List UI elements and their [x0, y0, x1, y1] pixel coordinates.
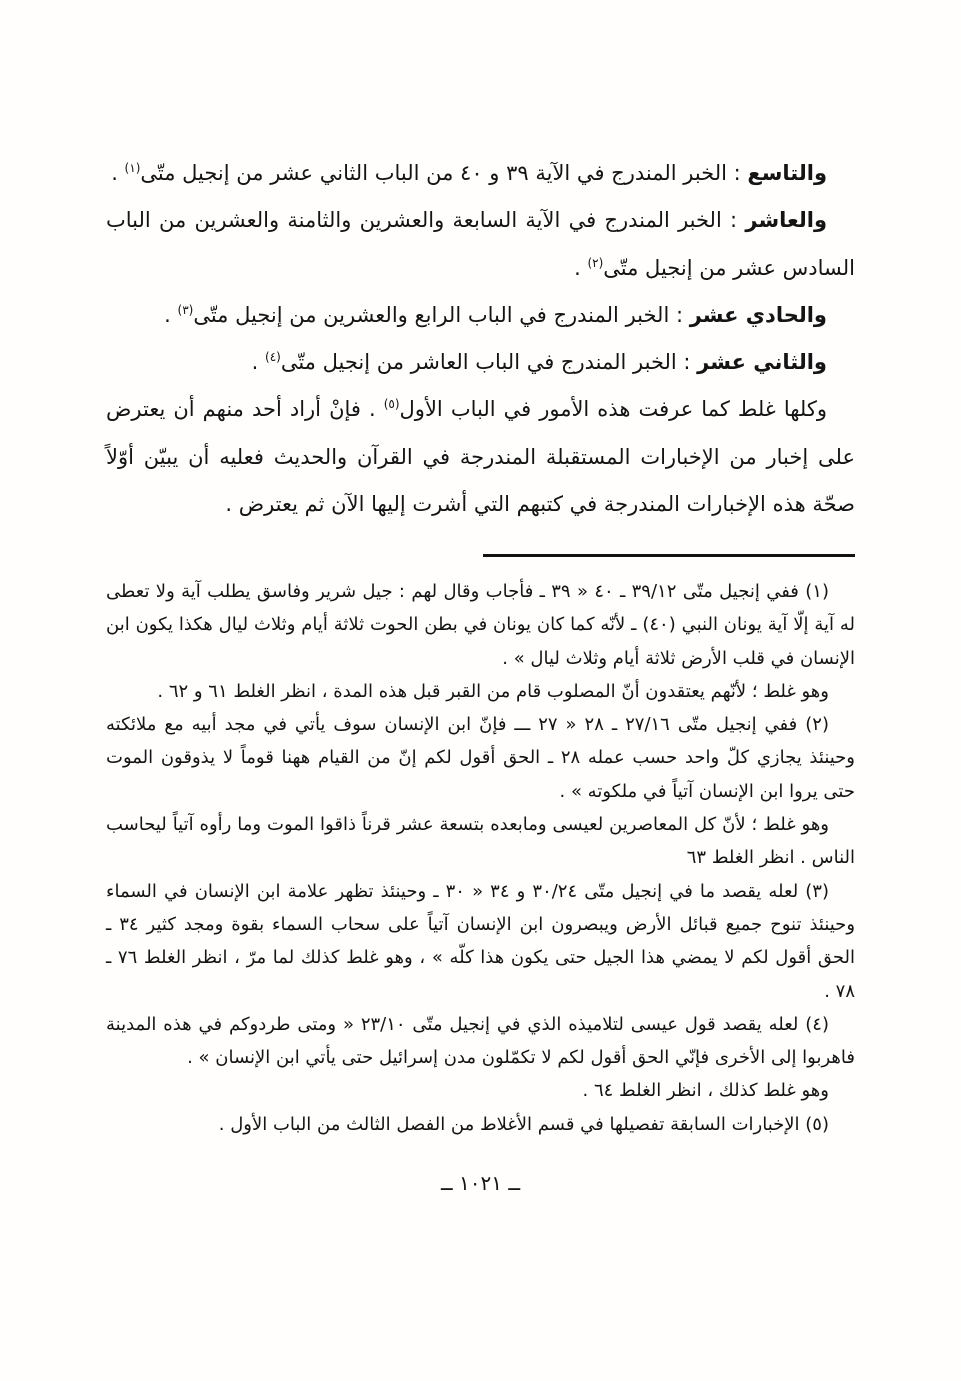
paragraph-twelfth	[106, 339, 855, 386]
footnote-ref-1: (١)	[124, 161, 141, 175]
paragraph-body: : الخبر المندرج في الباب العاشر من إنجيل متّى	[280, 350, 698, 374]
footnote-paragraph: (٢) ففي إنجيل متّى ٢٧/١٦ ـ ٢٨ « ٢٧ ـــ فإنّ ابن الإنسان سوف يأتي في مجد أبيه مع ملائكته وحينئذ يجازي كلّ واحد حسب عمله ٢٨ ـ الحق أقول لكم إنّ من القيام ههنا قوماً لا يذوقون الموت حتى يروا ابن الإنسان آتياً في ملكوته » .	[106, 714, 855, 802]
footnote-paragraph: (٥) الإخبارات السابقة تفصيلها في قسم الأغلاط من الفصل الثالث من الباب الأول .	[218, 1113, 829, 1135]
paragraph-tail: .	[111, 161, 125, 185]
footnote-2	[106, 708, 855, 874]
paragraph-conclusion	[106, 386, 855, 528]
footnote-paragraph: وهو غلط كذلك ، انظر الغلط ٦٤ .	[582, 1080, 829, 1102]
paragraph-tail: .	[574, 255, 588, 280]
main-text	[106, 150, 855, 528]
footnote-3	[106, 875, 855, 1008]
footnote-ref-3: (٣)	[177, 302, 194, 317]
footnotes-section	[106, 575, 855, 1141]
paragraph-body: : الخبر المندرج في الآية السابعة والعشرين والثامنة والعشرين من الباب السادس عشر من إنجيل متّى	[106, 208, 855, 280]
paragraph-tail: .	[164, 302, 178, 327]
paragraph-tail: .	[251, 350, 266, 374]
paragraph-lead: والتاسع	[747, 161, 827, 185]
paragraph-body: : الخبر المندرج في الباب الرابع والعشرين من إنجيل متّى	[193, 302, 690, 327]
footnote-separator	[483, 554, 855, 557]
paragraph-lead: والثاني عشر	[697, 350, 827, 374]
footnote-ref-4: (٤)	[265, 350, 281, 364]
page-number: ــ ١٠٢١ ــ	[440, 1171, 521, 1196]
footnote-paragraph: (٤) لعله يقصد قول عيسى لتلاميذه الذي في إنجيل متّى ٢٣/١٠ « ومتى طردوكم في هذه المدينة فاهربوا إلى الأخرى فإنّي الحق أقول لكم لا تكمّلون مدن إسرائيل حتى يأتي ابن الإنسان » .	[106, 1013, 855, 1069]
paragraph-tenth	[106, 197, 855, 292]
footnote-paragraph: (٣) لعله يقصد ما في إنجيل متّى ٣٠/٢٤ و ٣٤ « ٣٠ ـ وحينئذ تظهر علامة ابن الإنسان في السماء وحينئذ تنوح جميع قبائل الأرض ويبصرون ابن الإنسان آتياً على سحاب السماء بقوة ومجد كثير ٣٤ ـ الحق أقول لكم لا يمضي هذا الجيل حتى يكون هذا كلّه » ، وهو غلط كذلك لما مرّ ، انظر الغلط ٧٦ ـ ٧٨ .	[106, 880, 856, 1002]
footnote-paragraph: وهو غلط ؛ لأنّهم يعتقدون أنّ المصلوب قام من القبر قبل هذه المدة ، انظر الغلط ٦١ و ٦٢ .	[157, 680, 829, 702]
footnote-ref-5: (٥)	[383, 397, 400, 412]
paragraph-lead: والحادي عشر	[689, 302, 827, 327]
paragraph-lead: والعاشر	[745, 208, 827, 233]
footnote-4	[106, 1008, 855, 1108]
footnote-paragraph: وهو غلط ؛ لأنّ كل المعاصرين لعيسى ومابعده بتسعة عشر قرناً ذاقوا الموت وما رأوه آتياً ليحاسب الناس . انظر الغلط ٦٣	[106, 814, 855, 869]
footnote-5	[106, 1108, 855, 1141]
paragraph-body: وكلها غلط كما عرفت هذه الأمور في الباب الأول	[399, 397, 827, 422]
paragraph-ninth	[106, 150, 855, 197]
paragraph-body: : الخبر المندرج في الآية ٣٩ و ٤٠ من الباب الثاني عشر من إنجيل متّى	[140, 161, 748, 185]
footnote-paragraph: (١) ففي إنجيل متّى ٣٩/١٢ ـ ٤٠ « ٣٩ ـ فأجاب وقال لهم : جيل شرير وفاسق يطلب آية ولا تعطى له آية إلّا آية يونان النبي (٤٠) ـ لأنّه كما كان يونان في بطن الحوت ثلاثة أيام وثلاث ليال هكذا يكون ابن الإنسان في قلب الأرض ثلاثة أيام وثلاث ليال » .	[106, 581, 856, 669]
footnote-1	[106, 575, 855, 708]
paragraph-eleventh	[106, 292, 855, 339]
footnote-ref-2: (٢)	[587, 255, 604, 270]
paragraph-tail: . فإنْ أراد أحد منهم أن يعترض على إخبار من الإخبارات المستقبلة المندرجة في القرآن والحديث فعليه أن يبيّن أوّلاً صحّة هذه الإخبارات المندرجة في كتبهم التي أشرت إليها الآن ثم يعترض .	[106, 397, 855, 516]
